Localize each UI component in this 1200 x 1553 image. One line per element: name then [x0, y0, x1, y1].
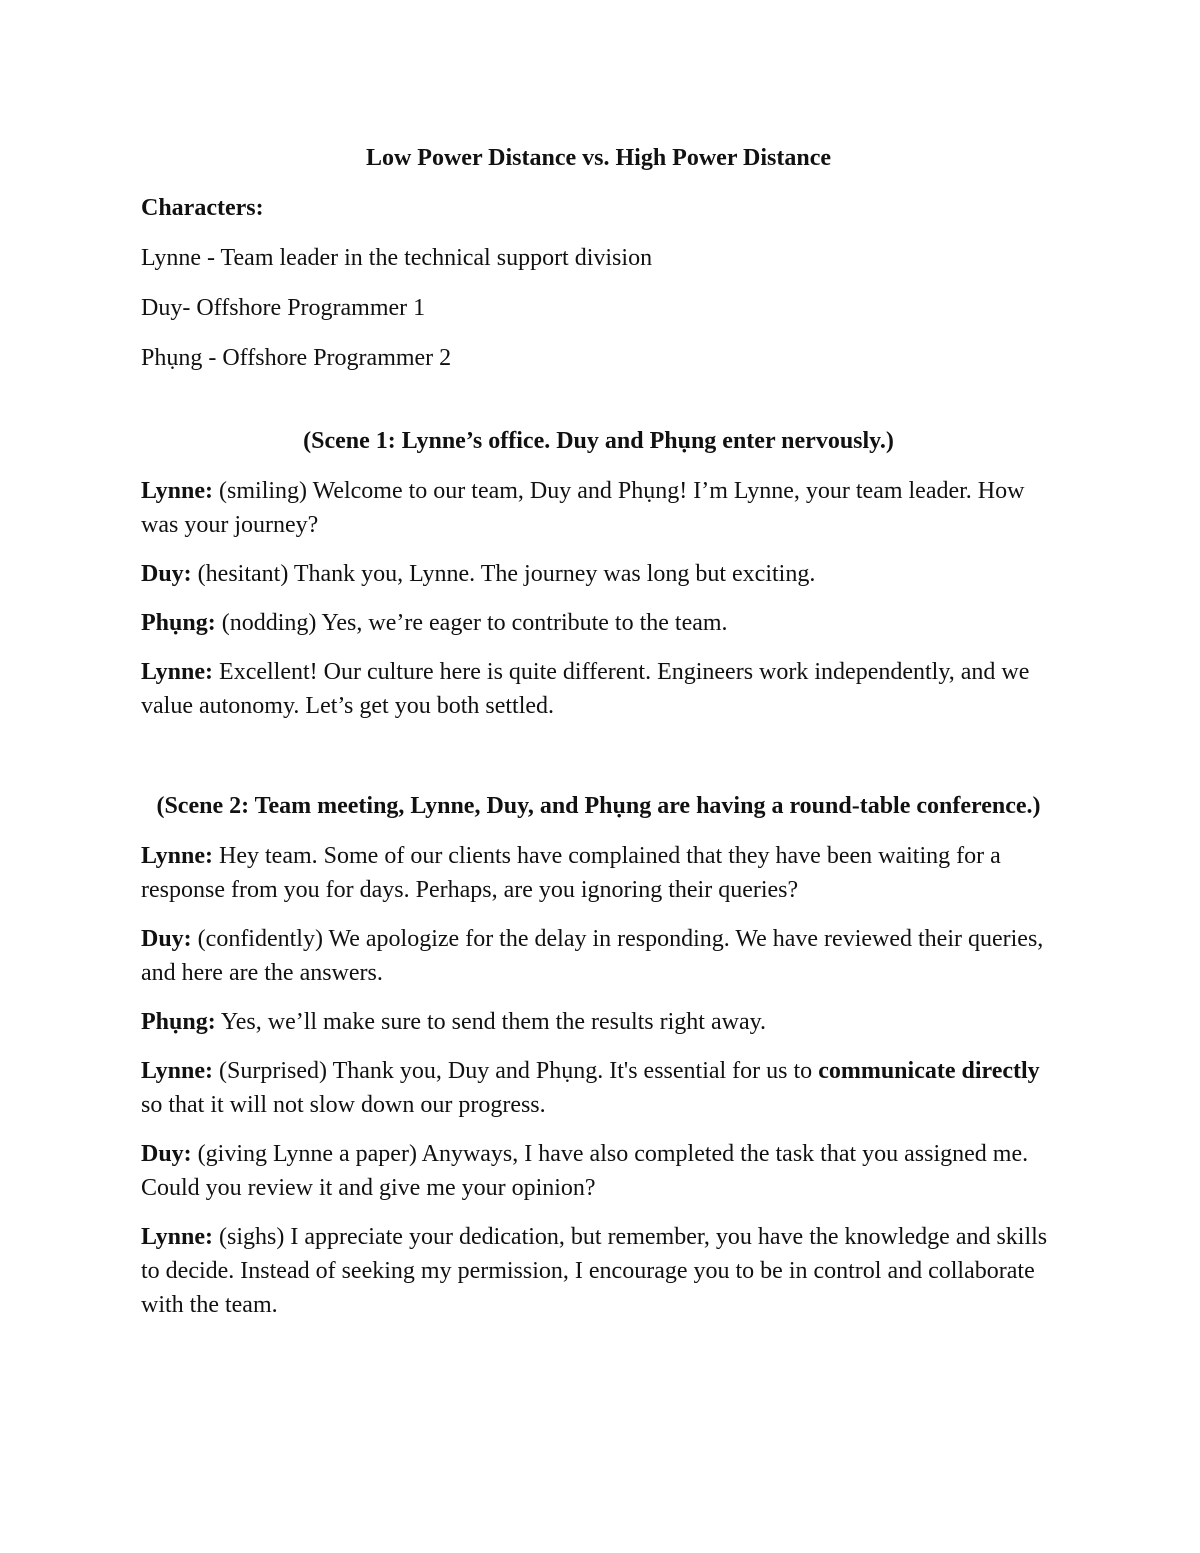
dialogue-line	[141, 474, 1056, 542]
dialogue-text: (smiling) Welcome to our team, Duy and Phụng! I’m Lynne, your team leader. How was your journey?	[141, 478, 1025, 538]
dialogue-line	[141, 1220, 1056, 1322]
dialogue-line	[141, 1137, 1056, 1205]
dialogue-text: (giving Lynne a paper) Anyways, I have also completed the task that you assigned me. Could you review it and give me your opinion?	[141, 1141, 1029, 1201]
dialogue-text: Yes, we’ll make sure to send them the results right away.	[220, 1009, 767, 1035]
scene-2-title: (Scene 2: Team meeting, Lynne, Duy, and Phụng are having a round-table conference.)	[156, 793, 1041, 819]
speaker-name: Lynne:	[141, 843, 214, 869]
speaker-name: Duy:	[141, 926, 192, 952]
dialogue-text: (nodding) Yes, we’re eager to contribute to the team.	[221, 610, 728, 636]
dialogue-text: Hey team. Some of our clients have complained that they have been waiting for a response from you for days. Perhaps, are you ignoring their queries?	[141, 843, 1001, 903]
document-title: Low Power Distance vs. High Power Distance	[365, 145, 832, 171]
character-lynne: Lynne - Team leader in the technical support division	[141, 245, 653, 271]
dialogue-line	[141, 606, 1056, 640]
speaker-name: Lynne:	[141, 1224, 214, 1250]
document-page	[141, 141, 1056, 1337]
dialogue-line	[141, 1054, 1056, 1122]
character-duy: Duy- Offshore Programmer 1	[141, 295, 426, 321]
dialogue-text: so that it will not slow down our progress.	[141, 1092, 546, 1118]
scene-1-title: (Scene 1: Lynne’s office. Duy and Phụng enter nervously.)	[303, 428, 894, 454]
speaker-name: Duy:	[141, 561, 192, 587]
dialogue-line	[141, 839, 1056, 907]
speaker-name: Duy:	[141, 1141, 192, 1167]
speaker-name: Lynne:	[141, 659, 214, 685]
characters-heading: Characters:	[141, 195, 264, 221]
speaker-name: Lynne:	[141, 478, 214, 504]
dialogue-text: (confidently) We apologize for the delay in responding. We have reviewed their queries, and here are the answers.	[141, 926, 1044, 986]
speaker-name: Phụng:	[141, 610, 216, 636]
dialogue-line	[141, 655, 1056, 723]
dialogue-text: (hesitant) Thank you, Lynne. The journey was long but exciting.	[197, 561, 816, 587]
emphasized-text: communicate directly	[818, 1058, 1040, 1084]
dialogue-text: Excellent! Our culture here is quite different. Engineers work independently, and we value autonomy. Let’s get you both settled.	[141, 659, 1030, 719]
dialogue-text: (sighs) I appreciate your dedication, but remember, you have the knowledge and skills to decide. Instead of seeking my permission, I encourage you to be in control and collaborate with the team.	[141, 1224, 1048, 1318]
speaker-name: Lynne:	[141, 1058, 214, 1084]
dialogue-line	[141, 922, 1056, 990]
dialogue-text: (Surprised) Thank you, Duy and Phụng. It's essential for us to	[219, 1058, 813, 1084]
character-phung: Phụng - Offshore Programmer 2	[141, 345, 452, 371]
dialogue-line	[141, 557, 1056, 591]
speaker-name: Phụng:	[141, 1009, 216, 1035]
dialogue-line	[141, 1005, 1056, 1039]
